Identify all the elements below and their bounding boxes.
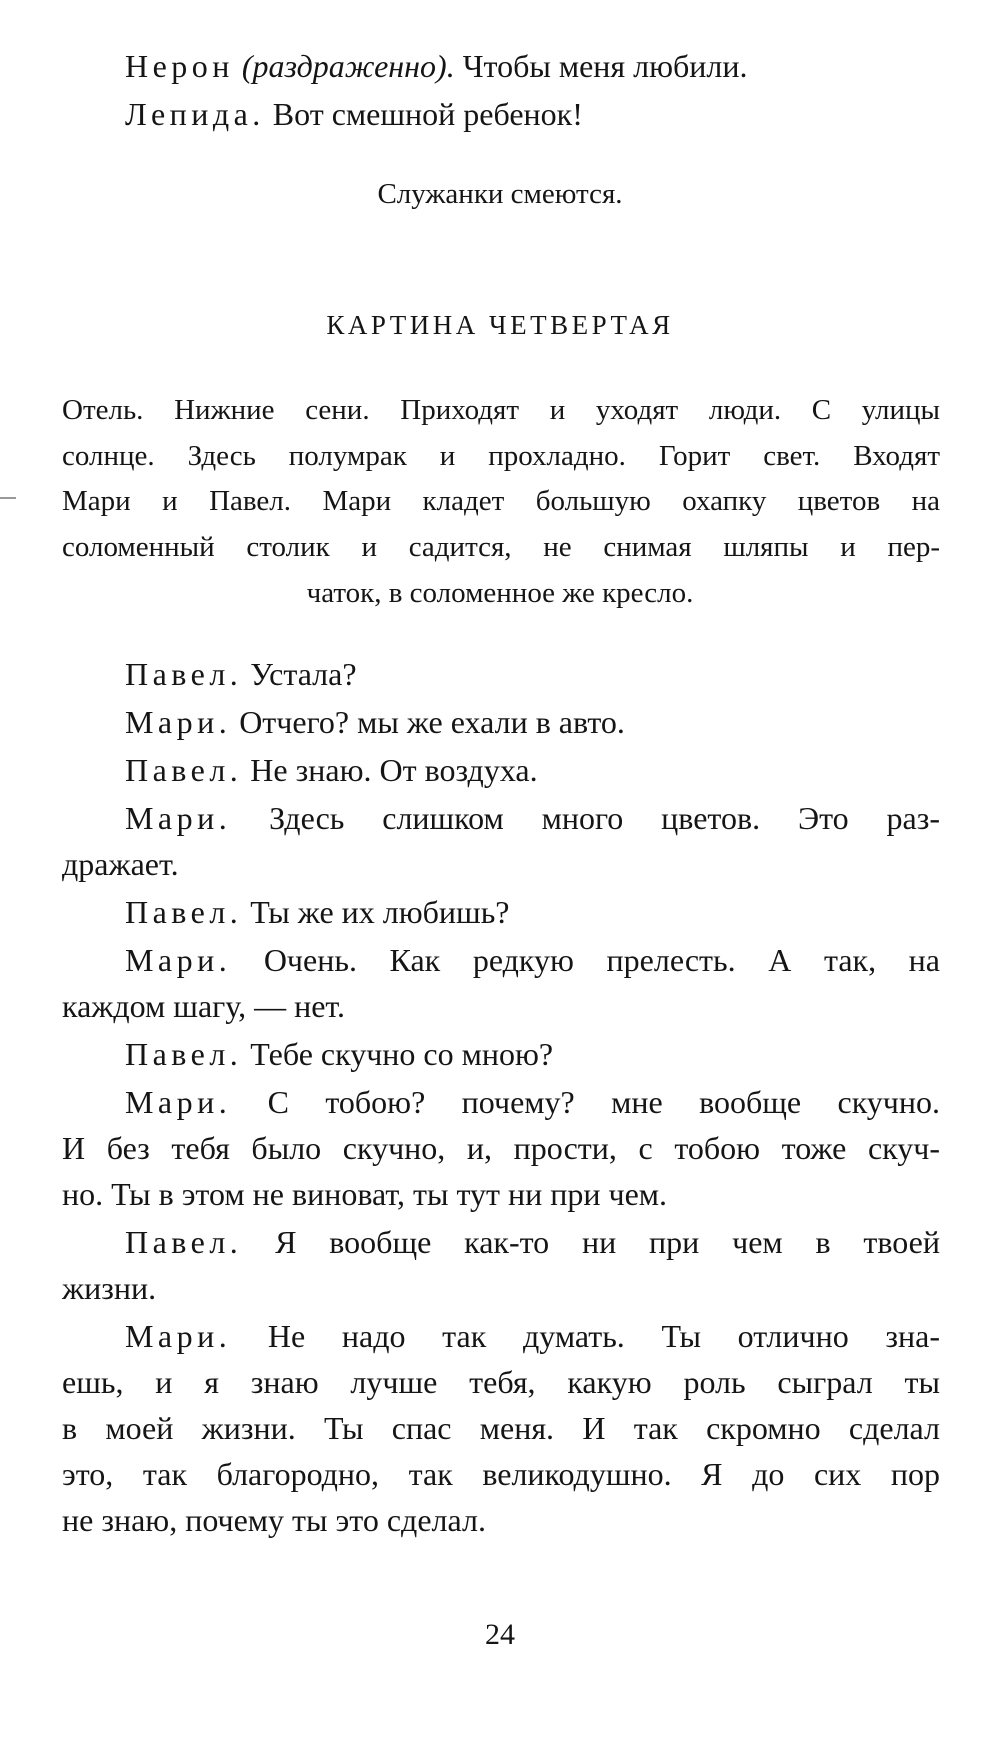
- dialogue-continuation: ешь, и я знаю лучше тебя, какую роль сыграл ты: [62, 1364, 940, 1400]
- dialogue-line: [125, 896, 509, 928]
- speaker-name: Павел.: [125, 656, 243, 692]
- speaker-name: Лепида.: [125, 96, 265, 132]
- speaker-name: Павел.: [125, 894, 243, 930]
- dialogue-text: Чтобы меня любили.: [462, 48, 748, 84]
- dialogue-continuation: это, так благородно, так великодушно. Я до сих пор: [62, 1456, 940, 1492]
- dialogue-line: [125, 50, 748, 82]
- dialogue-text: Очень. Как редкую прелесть. А так, на: [263, 942, 941, 978]
- dialogue-line: [125, 1226, 940, 1258]
- dialogue-continuation: в моей жизни. Ты спас меня. И так скромно сделал: [62, 1410, 940, 1446]
- speaker-name: Нерон: [125, 48, 234, 84]
- dialogue-line: [125, 754, 538, 786]
- speaker-name: Мари.: [125, 1084, 232, 1120]
- scene-description-line: чаток, в соломенное же кресло.: [306, 577, 694, 609]
- dialogue-text: С тобою? почему? мне вообще скучно.: [267, 1084, 941, 1120]
- dialogue-line: [125, 98, 583, 130]
- dialogue-continuation: жизни.: [62, 1270, 157, 1306]
- dialogue-continuation: дражает.: [62, 846, 179, 882]
- speaker-name: Мари.: [125, 704, 232, 740]
- scene-description-line: соломенный столик и садится, не снимая шляпы и пер-: [62, 531, 940, 563]
- dialogue-text: Здесь слишком много цветов. Это раз-: [269, 800, 941, 836]
- speaker-name: Мари.: [125, 800, 232, 836]
- dialogue-line: [125, 1086, 940, 1118]
- dialogue-continuation: не знаю, почему ты это сделал.: [62, 1502, 486, 1538]
- speaker-name: Мари.: [125, 942, 232, 978]
- page-number: 24: [485, 1618, 515, 1651]
- speaker-name: Мари.: [125, 1318, 232, 1354]
- scene-description-line: солнце. Здесь полумрак и прохладно. Горит свет. Входят: [62, 440, 940, 472]
- scene-description-line: Отель. Нижние сени. Приходят и уходят люди. С улицы: [62, 394, 940, 426]
- dialogue-text: Ты же их любишь?: [250, 894, 510, 930]
- dialogue-text: Не знаю. От воздуха.: [250, 752, 538, 788]
- dialogue-continuation: И без тебя было скучно, и, прости, с тобою тоже скуч-: [62, 1130, 940, 1166]
- dialogue-text: Я вообще как-то ни при чем в твоей: [275, 1224, 941, 1260]
- scene-description-line: Мари и Павел. Мари кладет большую охапку цветов на: [62, 485, 940, 517]
- stage-direction-center: Служанки смеются.: [377, 178, 623, 210]
- dialogue-line: [125, 944, 940, 976]
- scene-heading: КАРТИНА ЧЕТВЕРТАЯ: [326, 310, 674, 340]
- speaker-name: Павел.: [125, 1224, 243, 1260]
- dialogue-text: Не надо так думать. Ты отлично зна-: [267, 1318, 941, 1354]
- dialogue-text: Устала?: [250, 656, 357, 692]
- dialogue-text: Тебе скучно со мною?: [250, 1036, 554, 1072]
- dialogue-line: [125, 802, 940, 834]
- speaker-name: Павел.: [125, 1036, 243, 1072]
- dialogue-line: [125, 1038, 553, 1070]
- stage-direction: (раздраженно).: [241, 48, 455, 84]
- dialogue-continuation: но. Ты в этом не виноват, ты тут ни при чем.: [62, 1176, 668, 1212]
- margin-mark: [0, 497, 16, 499]
- dialogue-text: Отчего? мы же ехали в авто.: [239, 704, 625, 740]
- dialogue-line: [125, 1320, 940, 1352]
- dialogue-line: [125, 706, 625, 738]
- dialogue-line: [125, 658, 357, 690]
- speaker-name: Павел.: [125, 752, 243, 788]
- dialogue-text: Вот смешной ребенок!: [272, 96, 583, 132]
- dialogue-continuation: каждом шагу, — нет.: [62, 988, 345, 1024]
